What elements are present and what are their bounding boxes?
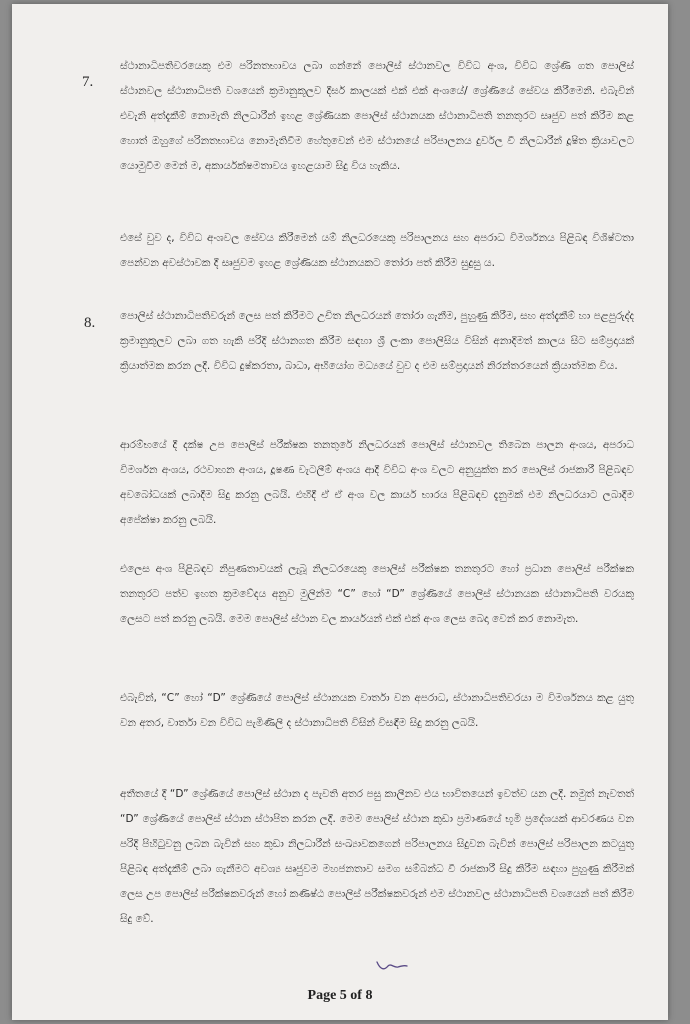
document-page: [12, 4, 668, 1020]
paragraph-7-2: එසේ වුව ද, විවිධ අංශවල සේවය කිරීමෙන් යම් නිලධරයෙකු පරිපාලනය සහ අපරාධ විමර්ශනය පිළිබඳ විශිෂ්ටතා පෙන්වන අවස්ථාවක දී සෘජුවම ඉහළ ශ්‍රේණියක ස්ථානයකට තෝරා පත් කිරීම සුදුසු ය.: [120, 232, 634, 269]
page-number: Page 5 of 8: [307, 988, 373, 1003]
item-number-8: 8.: [84, 315, 96, 331]
item-number-7: 7.: [82, 74, 94, 90]
paragraph-8-5: අතීතයේ දී “D” ශ්‍රේණියේ පොලිස් ස්ථාන ද පැවති අතර පසු කාලීනව එය භාවිතයෙන් ඉවත්ව යන ලදී. නමුත් නැවතත් “D” ශ්‍රේණියේ පොලිස් ස්ථාන ස්ථාපිත කරන ලදී. මෙම පොලිස් ස්ථාන කුඩා ප්‍රමාණයේ භූමි ප්‍රදේශයක් ආවරණය වන පරිදි පිහිටුවනු ලබන බැවින් සහ කුඩා නිලධාරීන් සංඛ්‍යාවකගෙන් පරිපාලනය සිදුවන බැවින් පොලිස් පරිපාලන කටයුතු පිළිබඳ අත්දැකීම් ලබා ගැනීමට අවශ්‍ය සෘජුවම මහජනතාව සමග සම්බන්ධ වී රාජකාරී සිදු කිරීම සඳහා පුහුණු කිරීමක් ලෙස උප පොලිස් පරීක්ෂකවරුන් හෝ කණිෂ්ඨ පොලිස් පරීක්ෂකවරුන් එම ස්ථානවල ස්ථානාධිපති වශයෙන් පත් කිරීම සිදු වේ.: [120, 788, 634, 925]
paragraph-8-2: ආරම්භයේ දී දක්ෂ උප පොලිස් පරීක්ෂක තනතුරේ නිලධරයන් පොලිස් ස්ථානවල තිබෙන පාලන අංශය, අපරාධ විමර්ශන අංශය, රථවාහන අංශය, දූෂණ වැටලීම් අංශය ආදී විවිධ අංශ වලට අනුයුක්ත කර පොලිස් රාජකාරී පිළිබඳව අවබෝධයක් ලබාදීම සිදු කරනු ලබයි. එහිදී ඒ ඒ අංශ වල කාර්ය භාරය පිළිබඳව දැනුමක් එම නිලධරයාට ලබාදීම අපේක්ෂා කරනු ලබයි.: [120, 439, 634, 526]
paragraph-7-1: ස්ථානාධිපතිවරයෙකු එම පරිනතභාවය ලබා ගන්නේ පොලිස් ස්ථානවල විවිධ අංශ, විවිධ ශ්‍රේණි ගත පොලිස් ස්ථානවල ස්ථානාධිපති වශයෙන් ක්‍රමානුකූලව දීර්ඝ කාලයක් එක් එක් අංශයේ/ ශ්‍රේණියේ සේවය කිරීමෙනි. එබැවින් එවැනි අත්දැකීම් නොමැති නිලධාරීන් ඉහළ ශ්‍රේණියක පොලිස් ස්ථානයක ස්ථානාධිපති තනතුරට සෘජුව පත් කිරීම කළ හොත් ඔහුගේ පරිනතභාවය නොමැතිවීම හේතුවෙන් එම ස්ථානයේ පරිපාලනය දුර්වල වී නිලධාරීන් දූෂිත ක්‍රියාවලට යොමුවීම මෙන් ම, අකාර්යක්ෂමතාවය ඉහළයාම සිදු විය හැකිය.: [120, 60, 634, 172]
paragraph-8-4: එබැවින්, “C” හෝ “D” ශ්‍රේණියේ පොලිස් ස්ථානයක වාර්තා වන අපරාධ, ස්ථානාධිපතිවරයා ම විමර්ශනය කළ යුතු වන අතර, වාර්තා වන විවිධ පැමිණිලි ද ස්ථානාධිපති විසින් විසඳීම සිදු කරනු ලබයි.: [120, 692, 634, 729]
handwritten-mark: [374, 958, 410, 974]
paragraph-8-1: පොලිස් ස්ථානාධිපතිවරුන් ලෙස පත් කිරීමට උචිත නිලධරයන් තෝරා ගැනීම, පුහුණු කිරීම, සහ අත්දැකීම් හා පළපුරුද්ද ක්‍රමානුකූලව ලබා ගත හැකි පරිදි ස්ථානගත කිරීම සඳහා ශ්‍රී ලංකා පොලිසිය විසින් අනාදිමත් කාලය සිට සම්ප්‍රදායක් ක්‍රියාත්මක කරන ලදී. විවිධ දුෂ්කරතා, බාධා, අභියෝග මධ්‍යයේ වුව ද එම සම්ප්‍රදායන් නිරන්තරයෙන් ක්‍රියාත්මක විය.: [120, 310, 634, 372]
paragraph-8-3: එලෙස අංශ පිළිබඳව නිපුණතාවයක් ලැබූ නිලධරයෙකු පොලිස් පරීක්ෂක තනතුරට හෝ ප්‍රධාන පොලිස් පරීක්ෂක තනතුරට පත්ව ඉහත ක්‍රමවේදය අනුව මුලින්ම “C” හෝ “D” ශ්‍රේණියේ පොලිස් ස්ථානයක ස්ථානාධිපති වරයකු ලෙසට පත් කරනු ලබයි. මෙම පොලිස් ස්ථාන වල කාර්යයන් එක් එක් අංශ ලෙස බෙදා වෙන් කර නොමැත.: [120, 563, 634, 625]
